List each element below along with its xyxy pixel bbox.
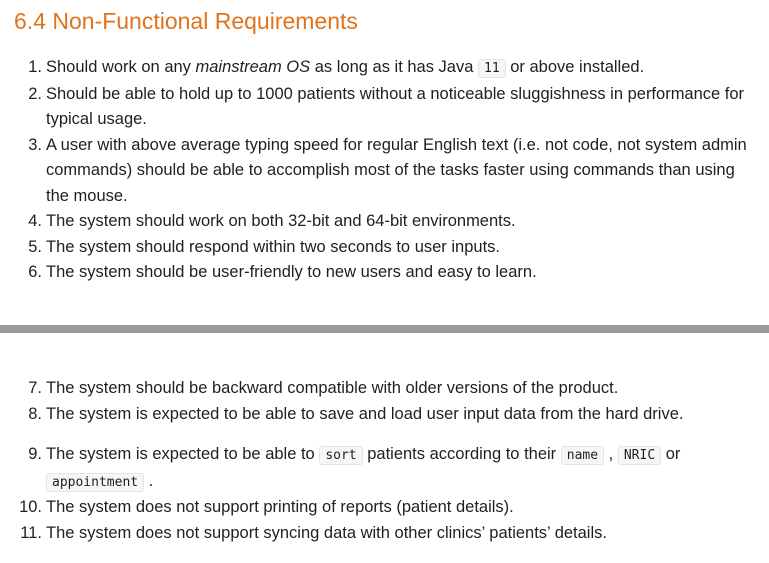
item-number: 4. [28,212,42,230]
item-text: or above installed. [505,58,645,76]
list-item [0,376,769,402]
requirements-list-continued [0,376,769,427]
item-text: A user with above average typing speed for regular English text (i.e. not code, not system admin commands) should be able to accomplish most of the tasks faster using commands than using the mouse. [46,135,747,205]
item-text: , [604,445,618,463]
section-title: 6.4 Non-Functional Requirements [14,8,358,34]
inline-code: appointment [46,473,144,492]
inline-code: name [561,446,604,465]
item-text: as long as it has Java [310,58,478,76]
inline-code: NRIC [618,446,661,465]
requirements-list [0,55,769,286]
item-text: The system does not support printing of reports (patient details). [46,498,514,516]
inline-code: sort [319,446,362,465]
inline-code: 11 [478,59,506,78]
list-item [0,442,769,495]
list-item [0,235,769,261]
list-item [0,209,769,235]
item-number: 3. [28,135,42,154]
list-item [0,495,769,521]
item-number: 11. [20,523,42,542]
item-number: 2. [28,84,42,103]
list-item [0,402,769,428]
item-text: The system should be backward compatible with older versions of the product. [46,379,619,397]
requirements-list-continued-2 [0,442,769,546]
item-text: The system is expected to be able to [46,445,320,463]
item-number: 8. [28,404,42,423]
item-text: The system does not support syncing data with other clinics’ patients’ details. [46,523,607,542]
list-item [0,260,769,286]
item-number: 10. [19,498,42,516]
item-number: 1. [28,58,42,76]
list-item [0,133,769,210]
item-text: Should be able to hold up to 1000 patients without a noticeable sluggishness in performance for typical usage. [46,84,745,128]
item-text: The system should respond within two seconds to user inputs. [46,237,500,256]
list-item [0,55,769,82]
item-text: patients according to their [362,445,561,463]
list-item [0,82,769,133]
item-number: 5. [28,237,42,256]
item-text: The system is expected to be able to save and load user input data from the hard drive. [46,404,684,423]
item-text: . [144,471,154,490]
list-item [0,521,769,547]
item-text: Should work on any [46,58,196,76]
section-divider [0,325,769,333]
item-number: 9. [28,445,42,463]
emphasis-text: mainstream OS [195,58,311,76]
item-text: or [661,445,681,463]
item-text: The system should work on both 32-bit and 64-bit environments. [46,212,516,230]
item-text: The system should be user-friendly to new users and easy to learn. [46,263,537,281]
item-number: 7. [28,379,42,397]
item-number: 6. [28,263,42,281]
